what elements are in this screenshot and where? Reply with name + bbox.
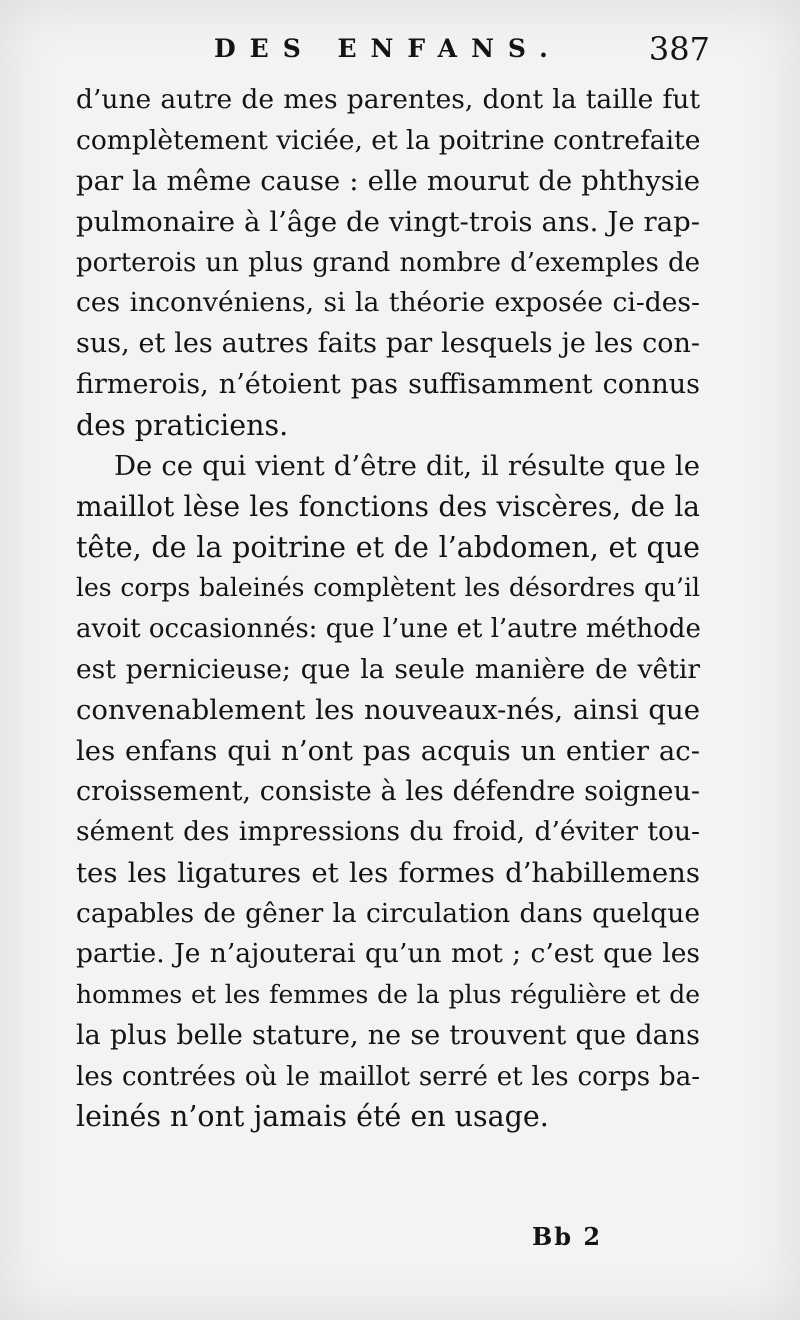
text-line: maillot lèse les fonctions des viscères, de la [76,489,700,523]
text-line: croissement, consiste à les défendre soigneu- [76,775,700,807]
text-line: tes les ligatures et les formes d’habillemens [76,857,700,890]
text-line: avoit occasionnés: que l’une et l’autre méthode [76,613,701,644]
text-line: d’une autre de mes parentes, dont la taille fut [76,84,700,115]
text-line: des praticiens. [76,408,289,442]
text-line: firmerois, n’étoient pas suffisamment connus [76,368,700,400]
text-line: complètement viciée, et la poitrine contrefaite [76,124,701,156]
text-line: ces inconvéniens, si la théorie exposée ci-des- [76,287,700,319]
text-line: par la même cause : elle mourut de phthysie [76,165,700,198]
paragraph-2 [76,446,700,1138]
text-line: tête, de la poitrine et de l’abdomen, et que [76,530,700,564]
text-line: sément des impressions du froid, d’éviter tou- [76,816,700,848]
text-line: partie. Je n’ajouterai qu’un mot ; c’est que les [76,938,700,970]
text-line: De ce qui vient d’être dit, il résulte que le [114,450,700,483]
text-line: sus, et les autres faits par lesquels je les con- [76,328,700,360]
text-line: est pernicieuse; que la seule manière de vêtir [76,653,700,685]
body-text [76,80,700,1138]
text-line: hommes et les femmes de la plus régulière et de [76,980,700,1010]
text-line: les contrées où le maillot serré et les corps ba- [76,1061,700,1092]
text-line: leinés n’ont jamais été en usage. [76,1100,549,1134]
signature-mark: Bb 2 [532,1222,603,1251]
text-line: la plus belle stature, ne se trouvent que dans [76,1019,700,1051]
text-line: capables de gêner la circulation dans quelque [76,897,700,929]
page-header [200,30,710,74]
paragraph-1 [76,80,700,446]
page-number: 387 [648,30,710,68]
text-line: porterois un plus grand nombre d’exemples de [76,247,700,278]
text-line: pulmonaire à l’âge de vingt-trois ans. Je rap- [76,206,700,239]
running-head: DES ENFANS. [214,34,562,63]
text-line: convenablement les nouveaux-nés, ainsi que [76,694,700,727]
text-line: les corps baleinés complètent les désordres qu’il [76,573,700,603]
text-line: les enfans qui n’ont pas acquis un entier ac- [76,735,700,767]
